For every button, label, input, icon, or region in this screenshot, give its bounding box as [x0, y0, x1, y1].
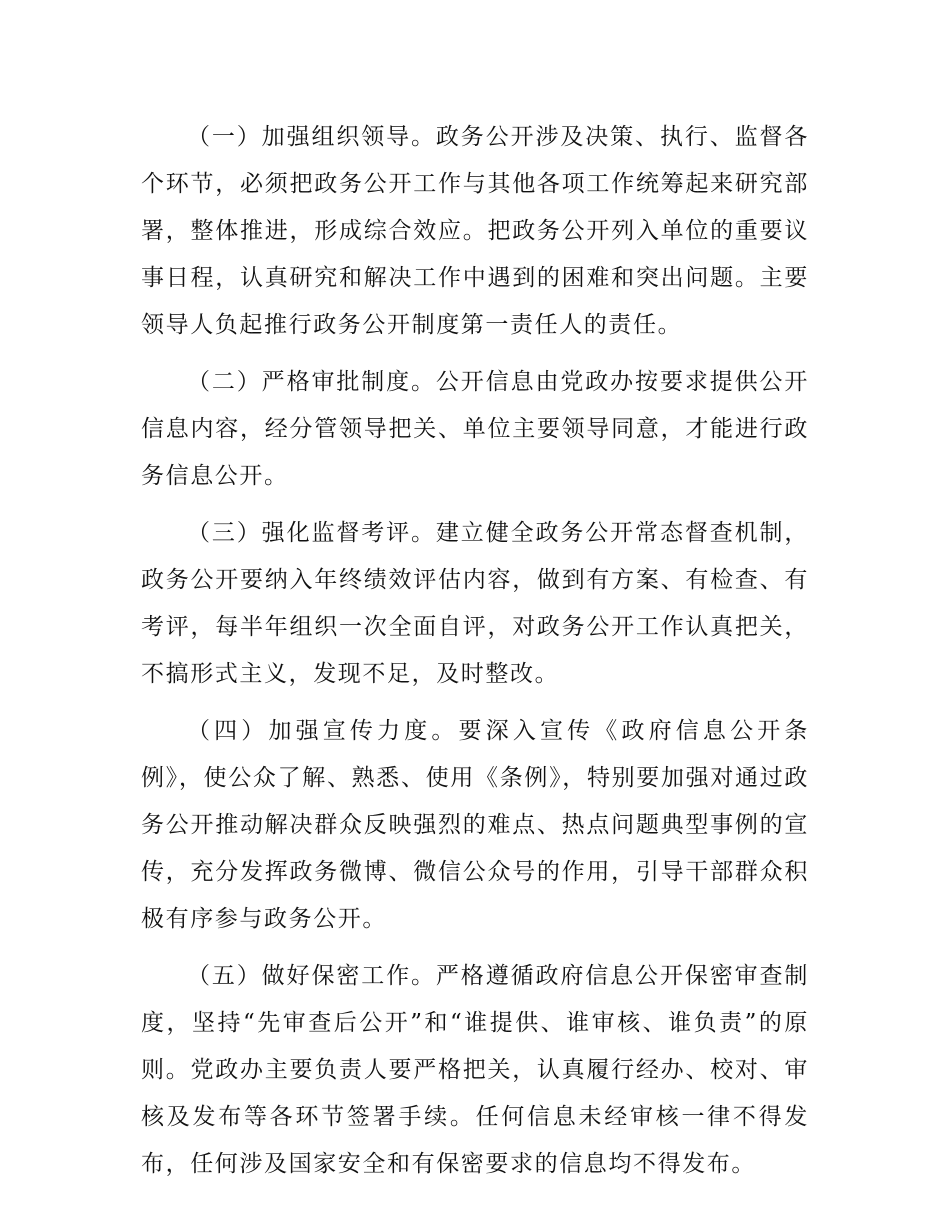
paragraph-supervision: （三）强化监督考评。建立健全政务公开常态督查机制，政务公开要纳入年终绩效评估内容，做到有方案、有检查、有考评，每半年组织一次全面自评，对政务公开工作认真把关，不搞形式主义，发现不足，及时整改。: [141, 520, 809, 687]
paragraph-confidentiality: （五）做好保密工作。严格遵循政府信息公开保密审查制度，坚持“先审查后公开”和“谁提供、谁审核、谁负责”的原则。党政办主要负责人要严格把关，认真履行经办、校对、审核及发布等各环节签署手续。任何信息未经审核一律不得发布，任何涉及国家安全和有保密要求的信息均不得发布。: [141, 963, 809, 1177]
paragraph-leadership: （一）加强组织领导。政务公开涉及决策、执行、监督各个环节，必须把政务公开工作与其他各项工作统筹起来研究部署，整体推进，形成综合效应。把政务公开列入单位的重要议事日程，认真研究和解决工作中遇到的困难和突出问题。主要领导人负起推行政务公开制度第一责任人的责任。: [141, 124, 809, 338]
paragraph-approval: （二）严格审批制度。公开信息由党政办按要求提供公开信息内容，经分管领导把关、单位主要领导同意，才能进行政务信息公开。: [141, 369, 809, 489]
document-body: [141, 114, 809, 1198]
paragraph-publicity: （四）加强宣传力度。要深入宣传《政府信息公开条例》，使公众了解、熟悉、使用《条例》，特别要加强对通过政务公开推动解决群众反映强烈的难点、热点问题典型事例的宣传，充分发挥政务微博、微信公众号的作用，引导干部群众积极有序参与政务公开。: [141, 718, 809, 932]
